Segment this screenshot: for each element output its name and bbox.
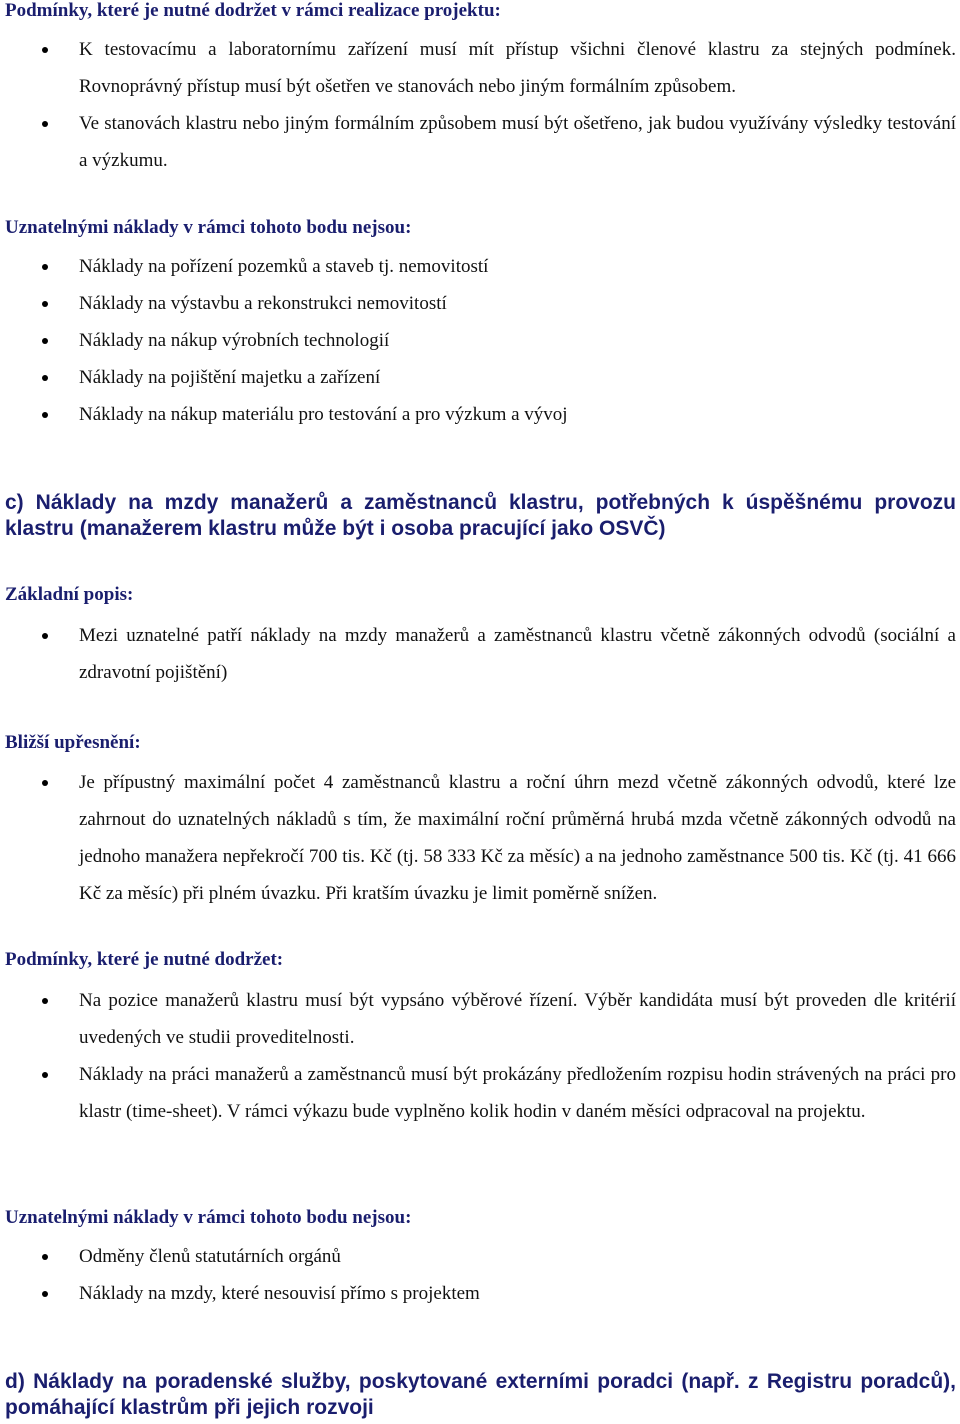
section-heading: Základní popis: xyxy=(5,584,134,605)
list-item: Na pozice manažerů klastru musí být vypsáno výběrové řízení. Výběr kandidáta musí být proveden dle kritérií uvedených ve studii proveditelnosti. xyxy=(5,982,956,1056)
bullet-list xyxy=(5,982,956,1130)
list-item: Náklady na práci manažerů a zaměstnanců musí být prokázány předložením rozpisu hodin strávených na práci pro klastr (time-sheet). V rámci výkazu bude vyplněno kolik hodin v daném měsíci odpracoval na projektu. xyxy=(5,1056,956,1130)
bullet-icon xyxy=(42,1072,48,1078)
section-heading: Podmínky, které je nutné dodržet: xyxy=(5,949,284,970)
list-item: K testovacímu a laboratornímu zařízení musí mít přístup všichni členové klastru za stejných podmínek. Rovnoprávný přístup musí být ošetřen ve stanovách nebo jiným formálním způsobem. xyxy=(5,31,956,105)
conditions-block-2 xyxy=(5,949,956,1130)
ineligible-costs-block-1 xyxy=(5,217,956,433)
bullet-icon xyxy=(42,338,48,344)
basic-description-block xyxy=(5,584,956,691)
bullet-list xyxy=(5,617,956,691)
ineligible-costs-block-2 xyxy=(5,1207,956,1312)
bullet-icon xyxy=(42,1254,48,1260)
conditions-block-1 xyxy=(5,0,956,179)
bullet-icon xyxy=(42,121,48,127)
section-c xyxy=(5,490,956,542)
list-item: Náklady na výstavbu a rekonstrukci nemovitostí xyxy=(5,285,956,322)
list-item: Náklady na pořízení pozemků a staveb tj. nemovitostí xyxy=(5,248,956,285)
list-item: Náklady na nákup materiálu pro testování a pro výzkum a vývoj xyxy=(5,396,956,433)
bullet-icon xyxy=(42,780,48,786)
bullet-icon xyxy=(42,633,48,639)
details-block xyxy=(5,732,956,912)
list-item: Náklady na pojištění majetku a zařízení xyxy=(5,359,956,396)
list-item: Je přípustný maximální počet 4 zaměstnanců klastru a roční úhrn mezd včetně zákonných odvodů, které lze zahrnout do uznatelných nákladů s tím, že maximální roční průměrná hrubá mzda včetně zákonných odvodů na jednoho manažera nepřekročí 700 tis. Kč (tj. 58 333 Kč za měsíc) a na jednoho zaměstnance 500 tis. Kč (tj. 41 666 Kč za měsíc) při plném úvazku. Při kratším úvazku je limit poměrně snížen. xyxy=(5,764,956,912)
bullet-list xyxy=(5,31,956,179)
bullet-icon xyxy=(42,412,48,418)
section-d-title: d) Náklady na poradenské služby, poskytované externími poradci (např. z Registru poradců), pomáhající klastrům při jejich rozvoji xyxy=(5,1370,956,1419)
section-d xyxy=(5,1369,956,1421)
bullet-icon xyxy=(42,1291,48,1297)
section-heading: Bližší upřesnění: xyxy=(5,732,141,753)
list-item: Odměny členů statutárních orgánů xyxy=(5,1238,956,1275)
section-heading: Podmínky, které je nutné dodržet v rámci realizace projektu: xyxy=(5,0,501,21)
section-heading: Uznatelnými náklady v rámci tohoto bodu nejsou: xyxy=(5,217,412,238)
bullet-icon xyxy=(42,47,48,53)
bullet-list xyxy=(5,1238,956,1312)
list-item: Náklady na nákup výrobních technologií xyxy=(5,322,956,359)
bullet-icon xyxy=(42,264,48,270)
list-item: Ve stanovách klastru nebo jiným formálním způsobem musí být ošetřeno, jak budou využívány výsledky testování a výzkumu. xyxy=(5,105,956,179)
bullet-icon xyxy=(42,301,48,307)
bullet-icon xyxy=(42,998,48,1004)
bullet-list xyxy=(5,764,956,912)
bullet-icon xyxy=(42,375,48,381)
list-item: Mezi uznatelné patří náklady na mzdy manažerů a zaměstnanců klastru včetně zákonných odvodů (sociální a zdravotní pojištění) xyxy=(5,617,956,691)
section-c-title: c) Náklady na mzdy manažerů a zaměstnanců klastru, potřebných k úspěšnému provozu klastru (manažerem klastru může být i osoba pracující jako OSVČ) xyxy=(5,491,956,540)
list-item: Náklady na mzdy, které nesouvisí přímo s projektem xyxy=(5,1275,956,1312)
bullet-list xyxy=(5,248,956,433)
section-heading: Uznatelnými náklady v rámci tohoto bodu nejsou: xyxy=(5,1207,412,1228)
